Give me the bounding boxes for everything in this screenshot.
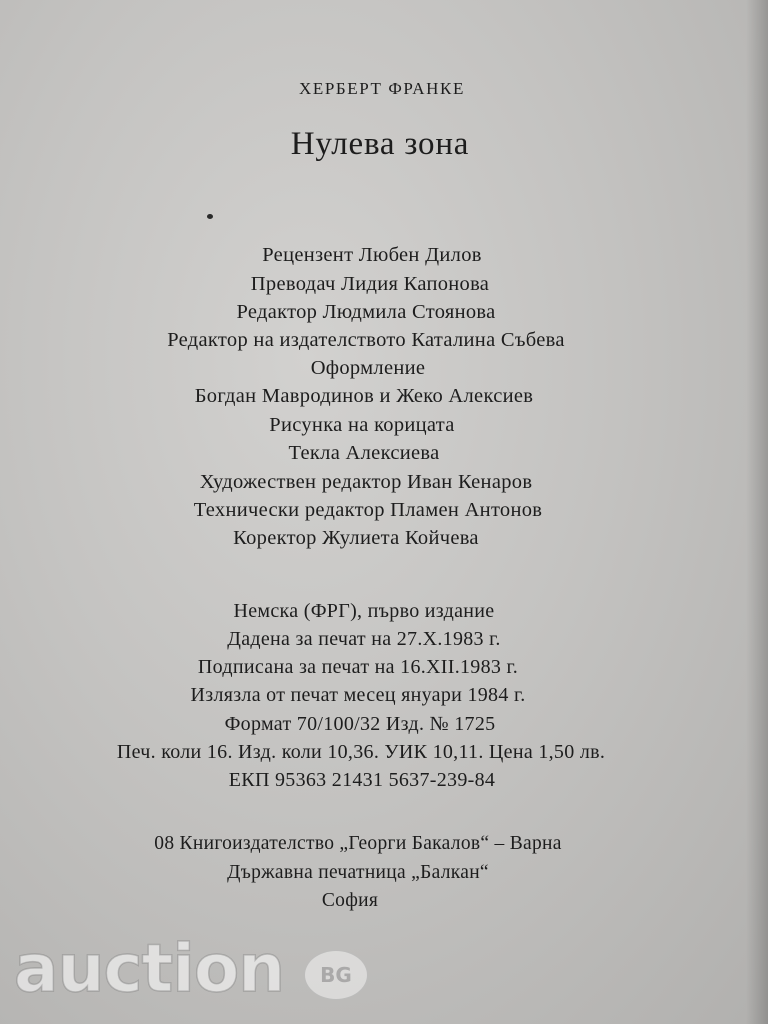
imprint-line: Немска (ФРГ), първо издание bbox=[233, 600, 495, 622]
credit-line: Редактор на издателството Каталина Събева bbox=[167, 329, 565, 351]
watermark-word: auction bbox=[14, 930, 285, 1007]
book-title: Нулева зона bbox=[290, 126, 470, 162]
credit-line: Текла Алексиева bbox=[288, 442, 440, 464]
credit-line: Коректор Жулиета Койчева bbox=[233, 527, 479, 549]
author-name: ХЕРБЕРТ ФРАНКЕ bbox=[299, 79, 465, 98]
publisher-line: Държавна печатница „Балкан“ bbox=[227, 862, 489, 883]
imprint-line: Печ. коли 16. Изд. коли 10,36. УИК 10,11. Цена 1,50 лв. bbox=[116, 741, 606, 763]
publisher-line: София bbox=[321, 890, 379, 911]
auction-watermark bbox=[14, 930, 374, 1016]
imprint-line: Формат 70/100/32 Изд. № 1725 bbox=[224, 713, 496, 735]
credit-line: Богдан Мавродинов и Жеко Алексиев bbox=[194, 385, 534, 407]
credit-line: Редактор Людмила Стоянова bbox=[236, 301, 496, 323]
imprint-line: Дадена за печат на 27.X.1983 г. bbox=[227, 628, 501, 650]
imprint-line: Подписана за печат на 16.XII.1983 г. bbox=[197, 656, 519, 678]
watermark-badge: BG bbox=[304, 950, 368, 1000]
credit-line: Технически редактор Пламен Антонов bbox=[193, 499, 543, 521]
imprint-line: ЕКП 95363 21431 5637-239-84 bbox=[228, 769, 496, 791]
credit-line: Преводач Лидия Капонова bbox=[250, 273, 490, 295]
credit-line: Художествен редактор Иван Кенаров bbox=[199, 471, 533, 493]
credit-line: Рецензент Любен Дилов bbox=[262, 244, 482, 266]
credit-line: Оформление bbox=[310, 357, 426, 379]
credit-line: Рисунка на корицата bbox=[269, 414, 455, 436]
imprint-line: Излязла от печат месец януари 1984 г. bbox=[190, 684, 526, 706]
ink-speck bbox=[207, 214, 213, 219]
publisher-line: 08 Книгоиздателство „Георги Бакалов“ – Варна bbox=[154, 833, 562, 854]
